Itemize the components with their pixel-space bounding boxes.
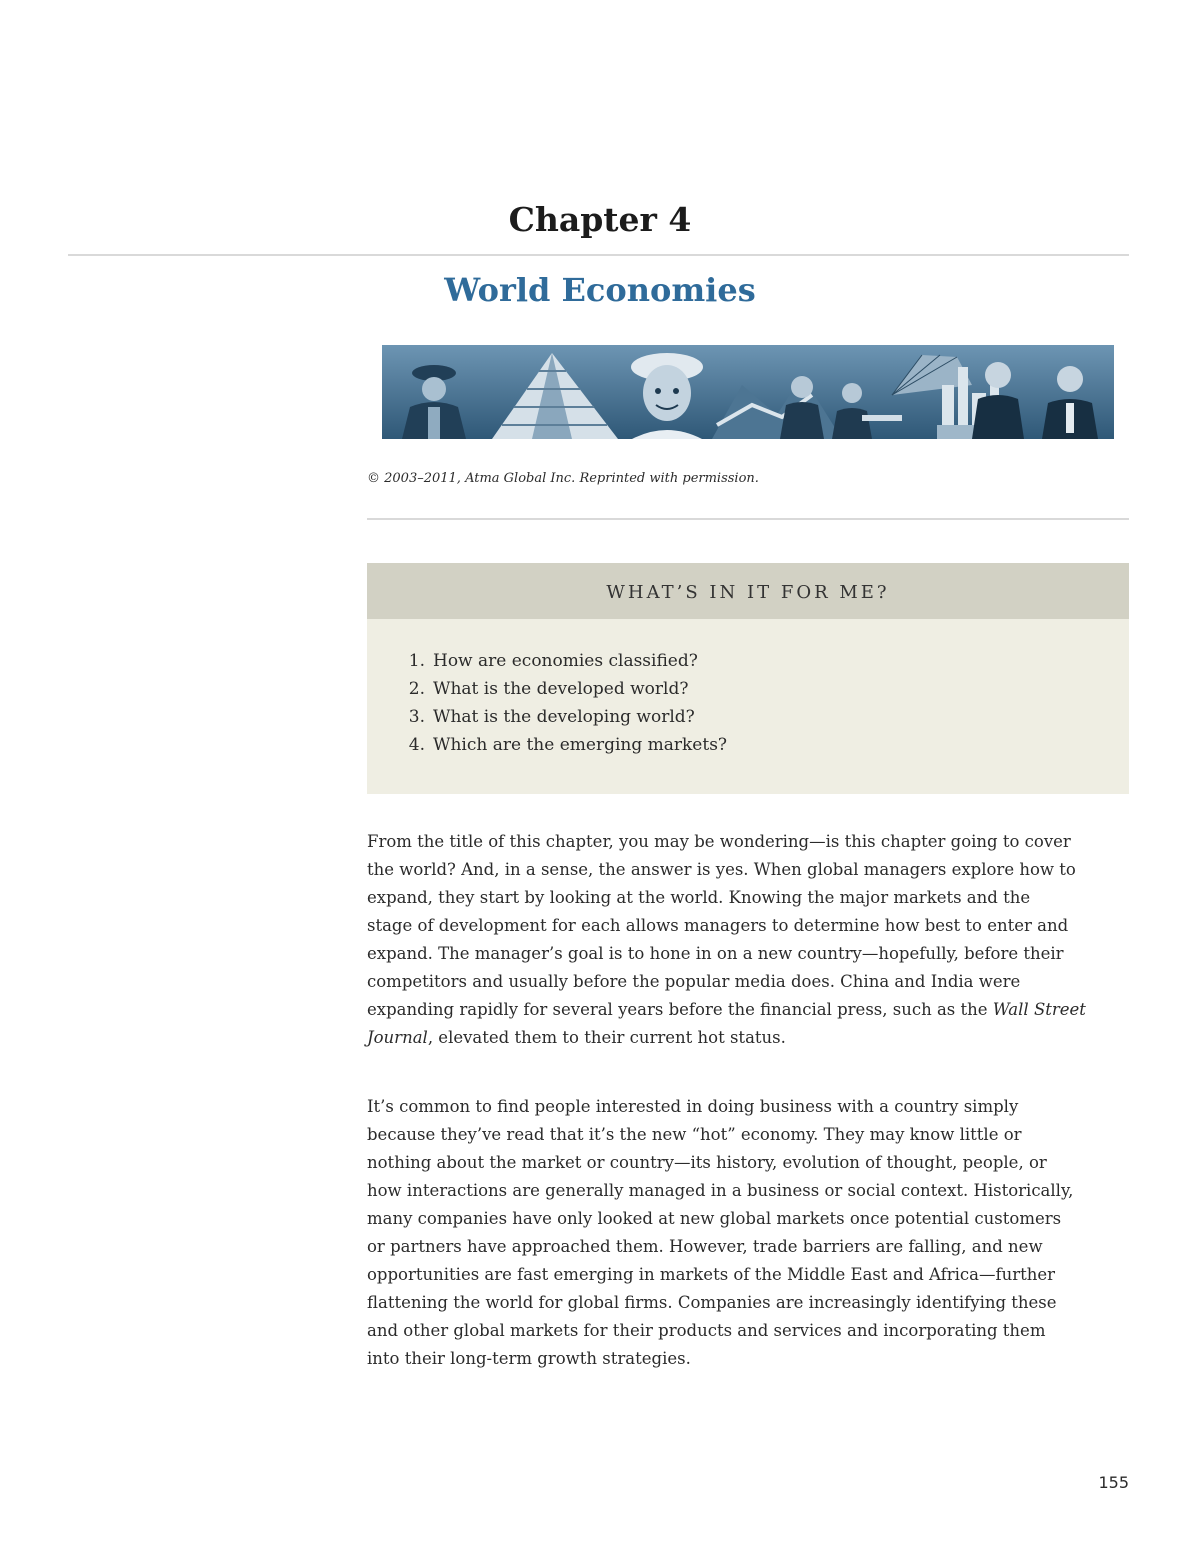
list-item: 4. Which are the emerging markets? <box>408 735 728 755</box>
chapter-label: Chapter 4 <box>508 200 692 239</box>
learning-objectives-box <box>367 563 1129 794</box>
learning-objectives-heading: WHAT’S IN IT FOR ME? <box>367 563 1129 619</box>
top-divider <box>68 254 1129 256</box>
body-paragraph-1: From the title of this chapter, you may be wondering—is this chapter going to cover the world? And, in a sense, the answer is yes. When global managers explore how to expand, they start by looking at the world. Knowing the major markets and the stage of development for each allows managers to determine how best to enter and expand. The manager’s goal is to hone in on a new country—hopefully, before their competitors and usually before the popular media does. China and India were expanding rapidly for several years before the financial press, such as the Wall Street Journal, elevated them to their current hot status. <box>367 832 1086 1047</box>
list-item: 1. How are economies classified? <box>408 651 698 671</box>
chapter-banner-image <box>382 345 1114 439</box>
section-divider <box>367 518 1129 520</box>
publication-name: Wall Street <box>992 1000 1086 1019</box>
page-number: 155 <box>1098 1473 1129 1492</box>
learning-objectives-list <box>367 647 727 759</box>
list-item: 3. What is the developing world? <box>408 707 695 727</box>
publication-name: Journal <box>367 1028 428 1047</box>
list-item: 2. What is the developed world? <box>408 679 689 699</box>
body-paragraph-2: It’s common to find people interested in doing business with a country simply because they’ve read that it’s the new “hot” economy. They may know little or nothing about the market or country—its history, evolution of thought, people, or how interactions are generally managed in a business or social context. Historically, many companies have only looked at new global markets once potential customers or partners have approached them. However, trade barriers are falling, and new opportunities are fast emerging in markets of the Middle East and Africa—further flattening the world for global firms. Companies are increasingly identifying these and other global markets for their products and services and incorporating them into their long-term growth strategies. <box>367 1097 1074 1368</box>
image-credit: © 2003–2011, Atma Global Inc. Reprinted with permission. <box>367 471 759 486</box>
chapter-title: World Economies <box>444 271 756 309</box>
